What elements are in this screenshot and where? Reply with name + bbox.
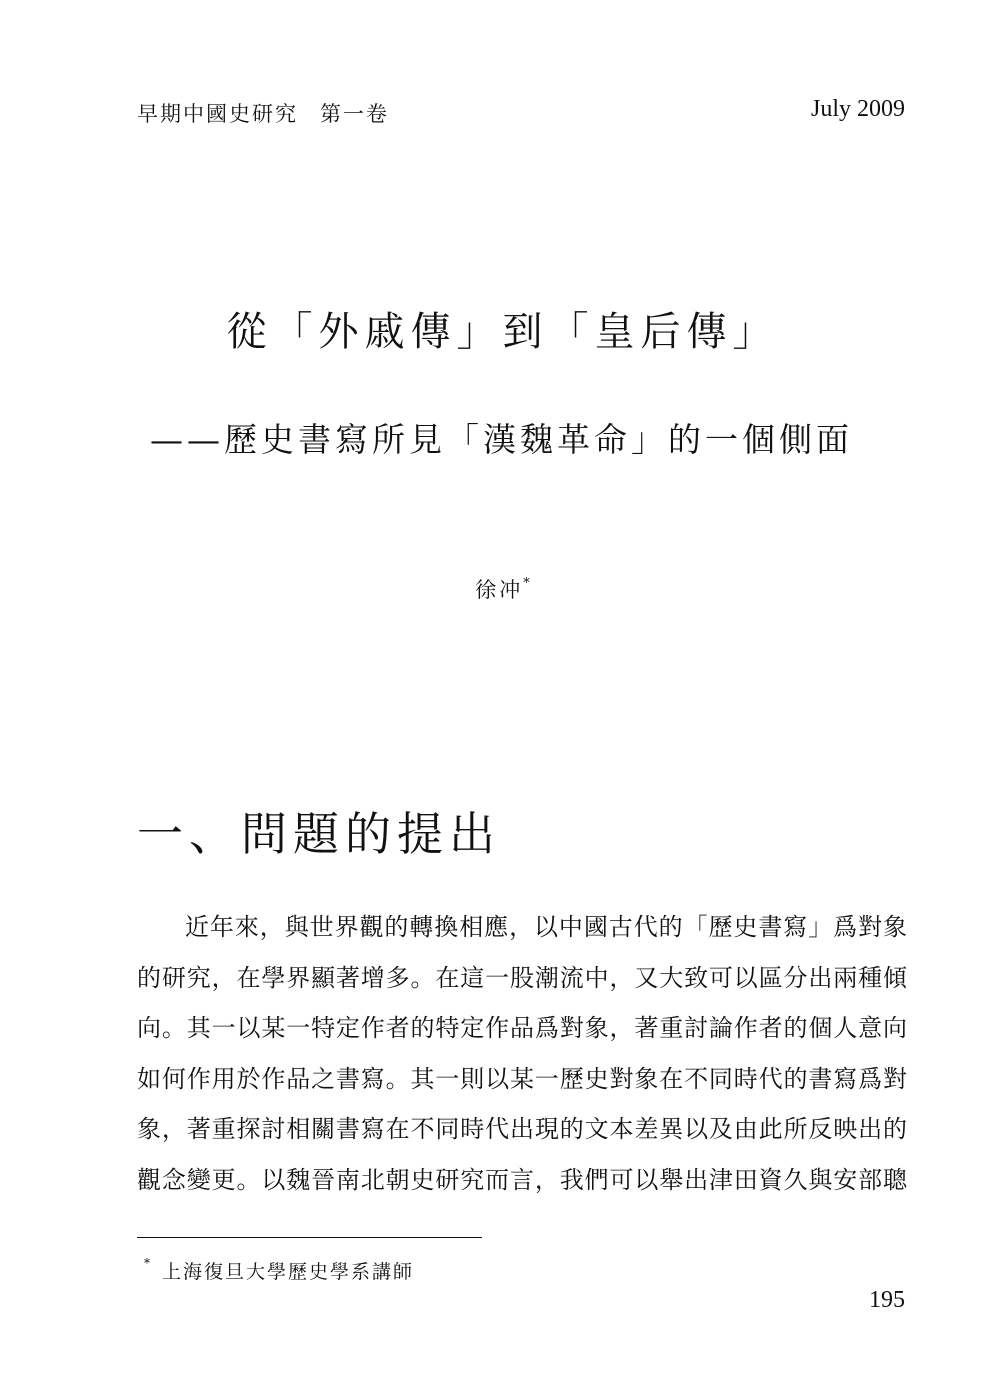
- article-subtitle: ——歷史書寫所見「漢魏革命」的一個側面: [150, 420, 853, 459]
- paragraph-line: 近年來，與世界觀的轉換相應，以中國古代的「歷史書寫」爲對象: [185, 913, 907, 941]
- footnote: [144, 1257, 414, 1284]
- footnote-mark: *: [144, 1255, 152, 1270]
- journal-name: 早期中國史研究: [137, 102, 298, 126]
- paragraph-line: 觀念變更。以魏晉南北朝史研究而言，我們可以舉出津田資久與安部聰: [137, 1165, 907, 1194]
- article-title: 從「外戚傳」到「皇后傳」: [226, 309, 779, 355]
- page-number: 195: [869, 1287, 905, 1313]
- footnote-text: 上海復旦大學歷史學系講師: [162, 1261, 415, 1283]
- footnote-divider: [137, 1237, 482, 1238]
- author-line: [0, 574, 1005, 604]
- section-heading: 一、問題的提出: [137, 807, 501, 861]
- body-paragraph: [137, 902, 907, 1206]
- paragraph-line: 的研究，在學界顯著增多。在這一股潮流中，又大致可以區分出兩種傾: [137, 963, 907, 992]
- volume-label: 第一卷: [320, 102, 389, 126]
- author-footnote-mark: *: [523, 576, 530, 591]
- running-header: [137, 98, 389, 128]
- issue-date: July 2009: [810, 96, 905, 122]
- author-name: 徐冲: [475, 578, 524, 602]
- paragraph-line: 如何作用於作品之書寫。其一則以某一歷史對象在不同時代的書寫爲對: [137, 1064, 907, 1093]
- paragraph-line: 向。其一以某一特定作者的特定作品爲對象，著重討論作者的個人意向: [137, 1014, 907, 1043]
- paragraph-line: 象，著重探討相關書寫在不同時代出現的文本差異以及由此所反映出的: [137, 1115, 907, 1144]
